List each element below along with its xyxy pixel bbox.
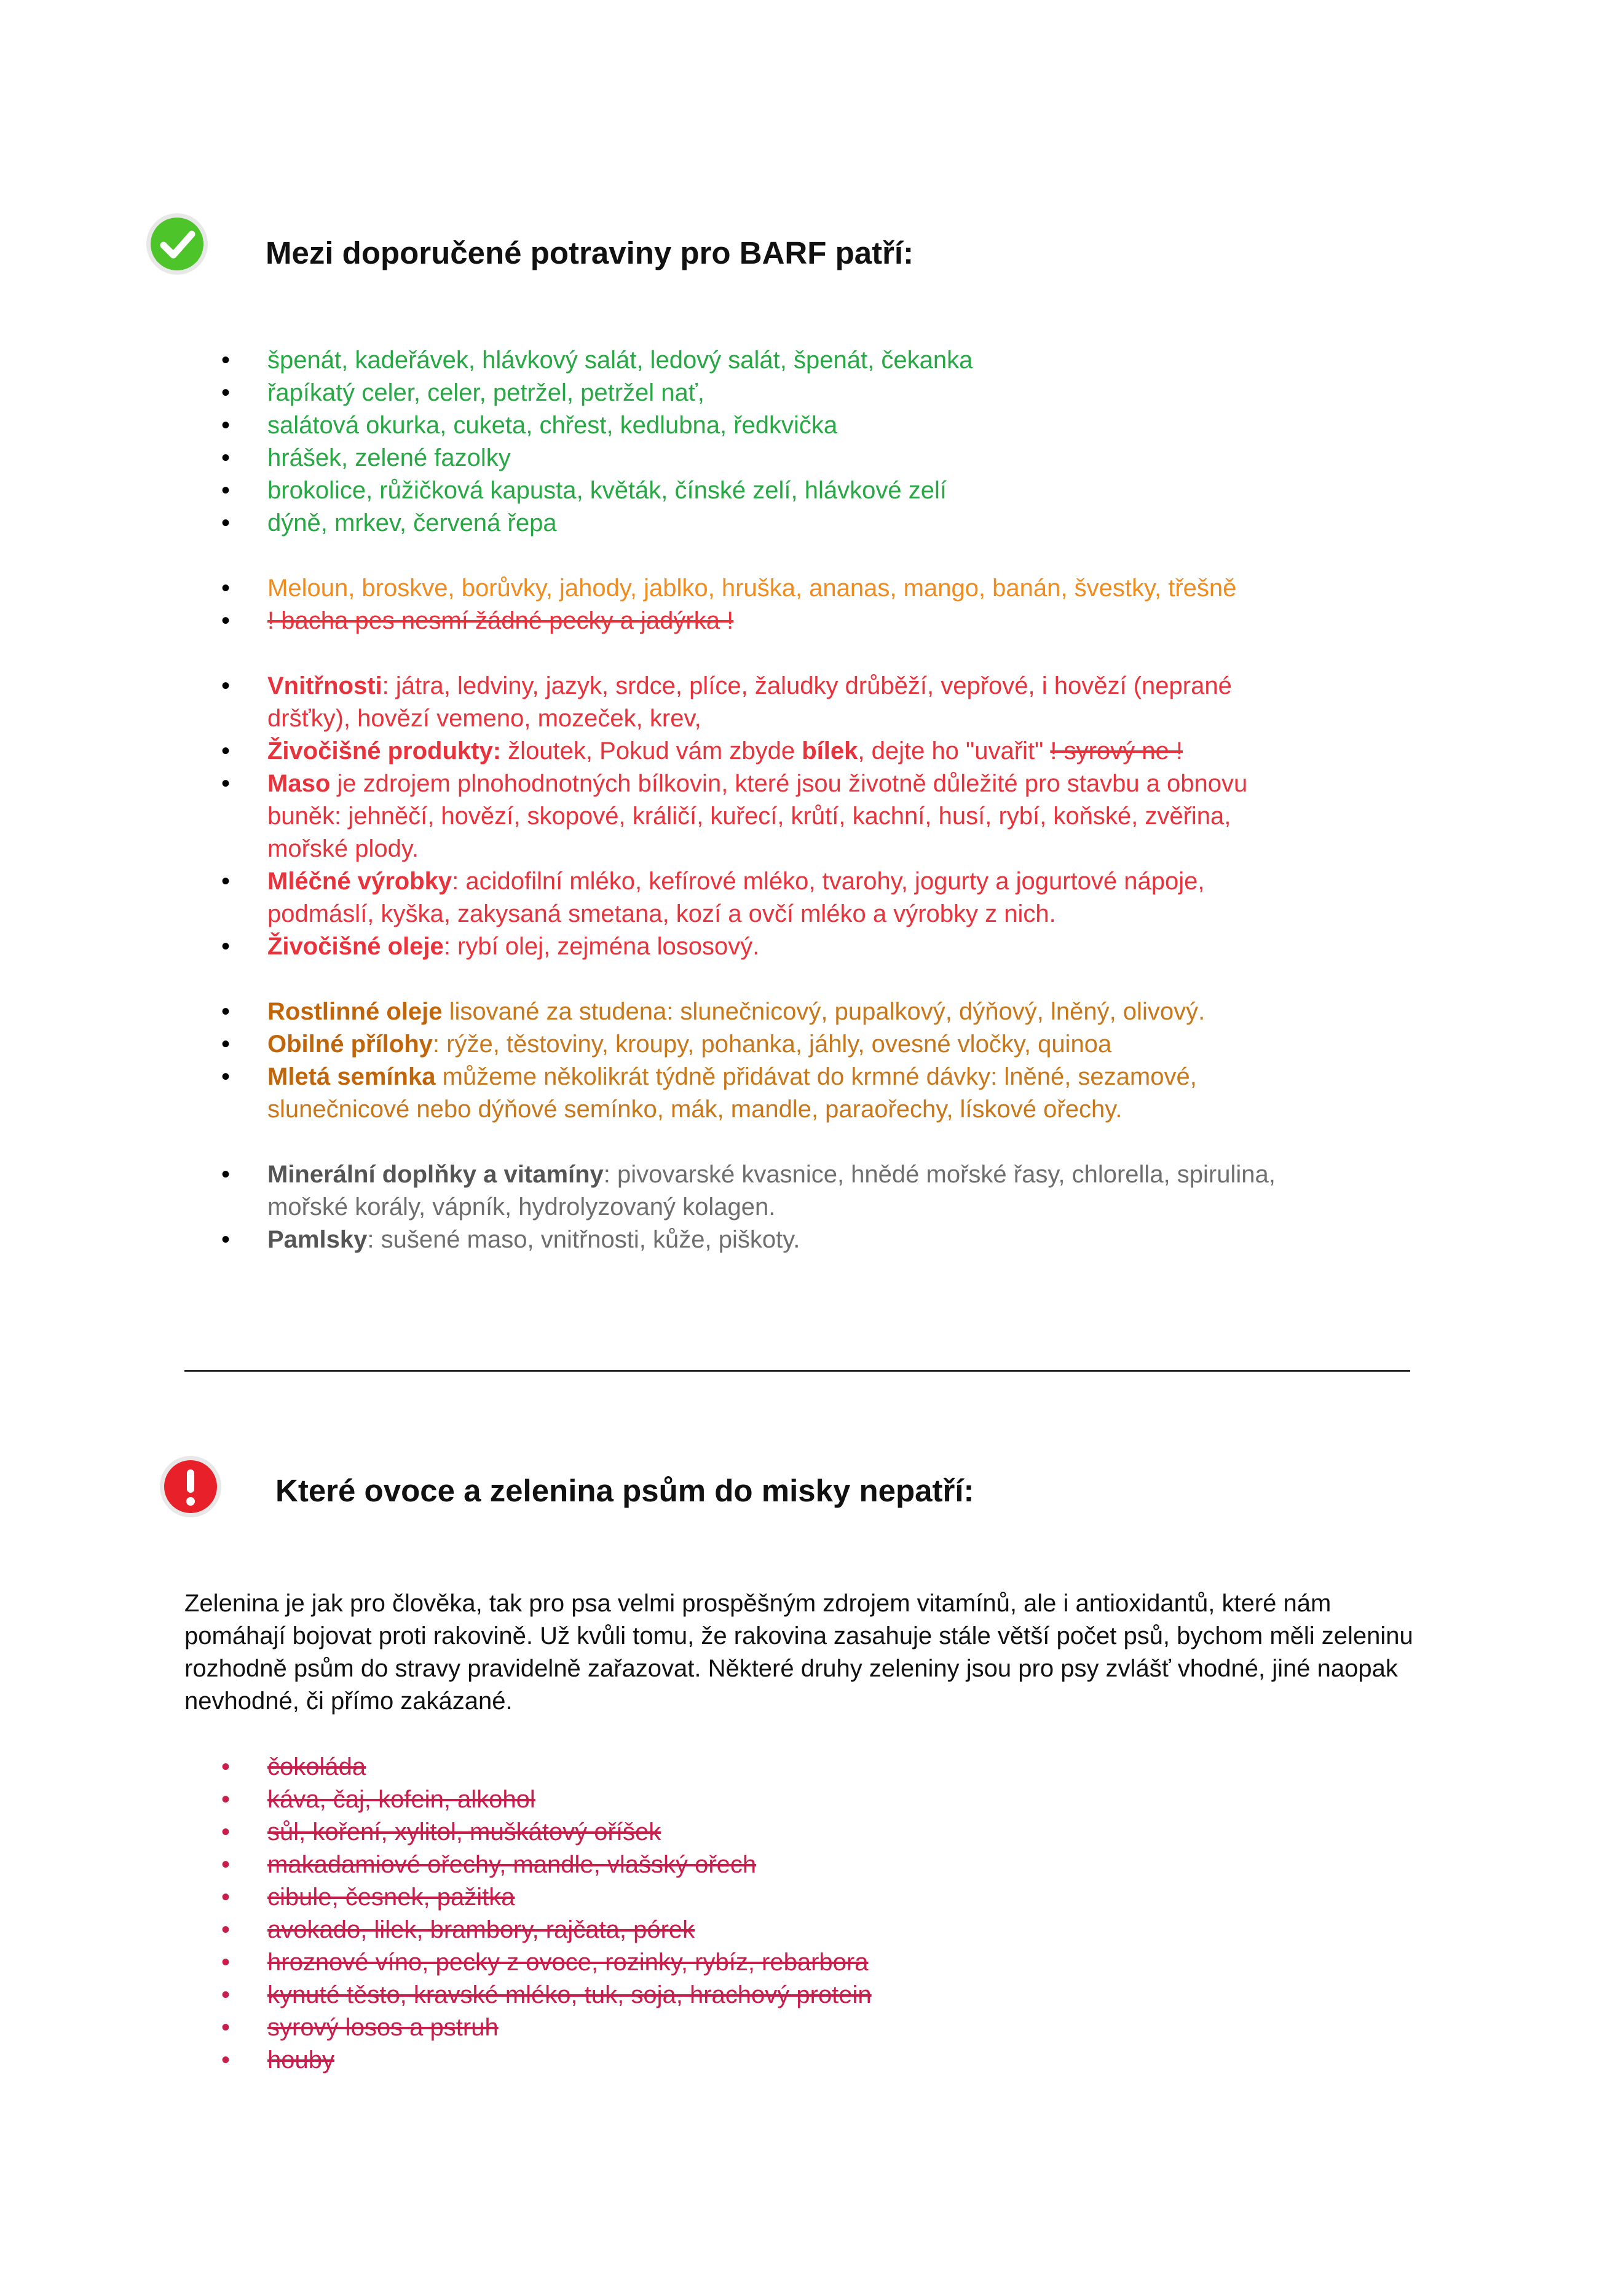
checkmark-icon bbox=[145, 212, 209, 276]
list-item-forbidden: • káva, čaj, kofein, alkohol bbox=[221, 1786, 535, 1813]
document-page: Mezi doporučené potraviny pro BARF patří: • špenát, kadeřávek, hlávkový salát, ledový salát, špenát, čekanka • řapíkatý celer, celer, petržel, petržel nať, • salátová okurka, cuketa, chřest, kedlubna, ředkvička • hrášek, zelené fazolky • brokolice, růžičková kapusta, květák, čínské zelí, hlávkové zelí • dýně, mrkev, červená řepa • Meloun, broskve, borůvky, jahody, jablko, hruška, ananas, mango, banán, švestky, třešně • ! bacha pes nesmí žádné pecky a jadýrka ! • Vnitřnosti: játra, ledviny, jazyk, srdce, plíce, žaludky drůběží, vepřové, i hovězí (neprané dršťky), hovězí vemeno, mozeček, krev, • Živočišné produkty: žloutek, Pokud vám zbyde bílek, dejte ho "uvařit" ! syrový ne ! • Maso je zdrojem plnohodnotných bílkovin, které jsou životně důležité pro stavbu a obnovu buněk: jehněčí, hovězí, skopové, králičí, kuřecí, krůtí, kachní, husí, rybí, koňské, zvěřina, mořské plody. • Mléčné výrobky: acidofilní mléko, kefírové mléko, tvarohy, jogurty a jogurtové nápoje, podmáslí, kyška, zakysaná smetana, kozí a ovčí mléko a výrobky z nich. • Živočišné oleje: rybí olej, zejména lososový. • Rostlinné oleje lisované za studena: slunečnicový, pupalkový, dýňový, lněný, olivový. • Obilné přílohy: rýže, těstoviny, kroupy, pohanka, jáhly, ovesné vločky, quinoa • Mletá semínka můžeme několikrát týdně přidávat do krmné dávky: lněné, sezamové, slunečnicové nebo dýňové semínko, mák, mandle, paraořechy, lískové ořechy. • Minerální doplňky a vitamíny: pivovarské kvasnice, hnědé mořské řasy, chlorella, spirulina, mořské korály, vápník, hydrolyzovaný kolagen. • Pamlsky: sušené maso, vnitřnosti, kůže, piškoty. Které ovoce a zelenina psům do misky nepatří: Zelenina je jak pro člověka, tak pro psa velmi prospěšným zdrojem vitamínů, ale i antioxidantů, které nám pomáhají bojovat proti rakovině. Už kvůli tomu, že rakovina zasahuje stále větší počet psů, bychom měli zeleninu rozhodně psům do stravy pravidelně zařazovat. Některé druhy zeleniny jsou pro psy zvlášť vhodné, jiné naopak nevhodné, či přímo zakázané. • čokoláda • káva, čaj, kofein, alkohol • sůl, koření, xylitol, muškátový oříšek • makadamiové ořechy, mandle, vlašský ořech • cibule, česnek, pažitka • avokado, lilek, brambory, rajčata, pórek • hroznové víno, pecky z ovoce, rozinky, rybíz, rebarbora • kynuté těsto, kravské mléko, tuk, soja, hrachový protein • syrový losos a pstruh • houby bbox=[0, 0, 1602, 2296]
section-divider bbox=[184, 1370, 1410, 1372]
list-item-forbidden: • syrový losos a pstruh bbox=[221, 2014, 499, 2041]
exclamation-icon bbox=[159, 1455, 223, 1519]
animal-products-label: Živočišné produkty: bbox=[267, 737, 502, 765]
offal-label: Vnitřnosti bbox=[267, 672, 382, 699]
grains-label: Obilné přílohy bbox=[267, 1031, 433, 1058]
list-item-forbidden: • hroznové víno, pecky z ovoce, rozinky, rybíz, rebarbora bbox=[221, 1949, 869, 1976]
list-item-forbidden: • cibule, česnek, pažitka bbox=[221, 1884, 515, 1911]
list-item-forbidden: • avokado, lilek, brambory, rajčata, pórek bbox=[221, 1916, 695, 1943]
list-item-forbidden: • kynuté těsto, kravské mléko, tuk, soja, hrachový protein bbox=[221, 1981, 872, 2008]
list-item-forbidden: • houby bbox=[221, 2046, 334, 2074]
minerals-label: Minerální doplňky a vitamíny bbox=[267, 1161, 604, 1188]
list-item-forbidden: • čokoláda bbox=[221, 1753, 366, 1780]
list-item-forbidden: • makadamiové ořechy, mandle, vlašský ořech bbox=[221, 1851, 757, 1878]
animal-oils-label: Živočišné oleje bbox=[267, 933, 444, 960]
meat-label: Maso bbox=[267, 770, 331, 797]
dairy-label: Mléčné výrobky bbox=[267, 868, 452, 895]
seeds-label: Mletá semínka bbox=[267, 1063, 436, 1090]
section-heading-forbidden: Které ovoce a zelenina psům do misky nepatří: bbox=[275, 1473, 974, 1508]
list-item-forbidden: • sůl, koření, xylitol, muškátový oříšek bbox=[221, 1818, 661, 1846]
plant-oils-label: Rostlinné oleje bbox=[267, 998, 443, 1025]
section-heading-recommended: Mezi doporučené potraviny pro BARF patří: bbox=[266, 235, 914, 270]
intro-paragraph: Zelenina je jak pro člověka, tak pro psa velmi prospěšným zdrojem vitamínů, ale i antioxidantů, které nám pomáhají bojovat proti rakovině. Už kvůli tomu, že rakovina zasahuje stále větší počet psů, bychom měli zeleninu rozhodně psům do stravy pravidelně zařazovat. Některé druhy zeleniny jsou pro psy zvlášť vhodné, jiné naopak nevhodné, či přímo zakázané. bbox=[184, 1590, 1413, 1715]
treats-label: Pamlsky bbox=[267, 1226, 368, 1253]
